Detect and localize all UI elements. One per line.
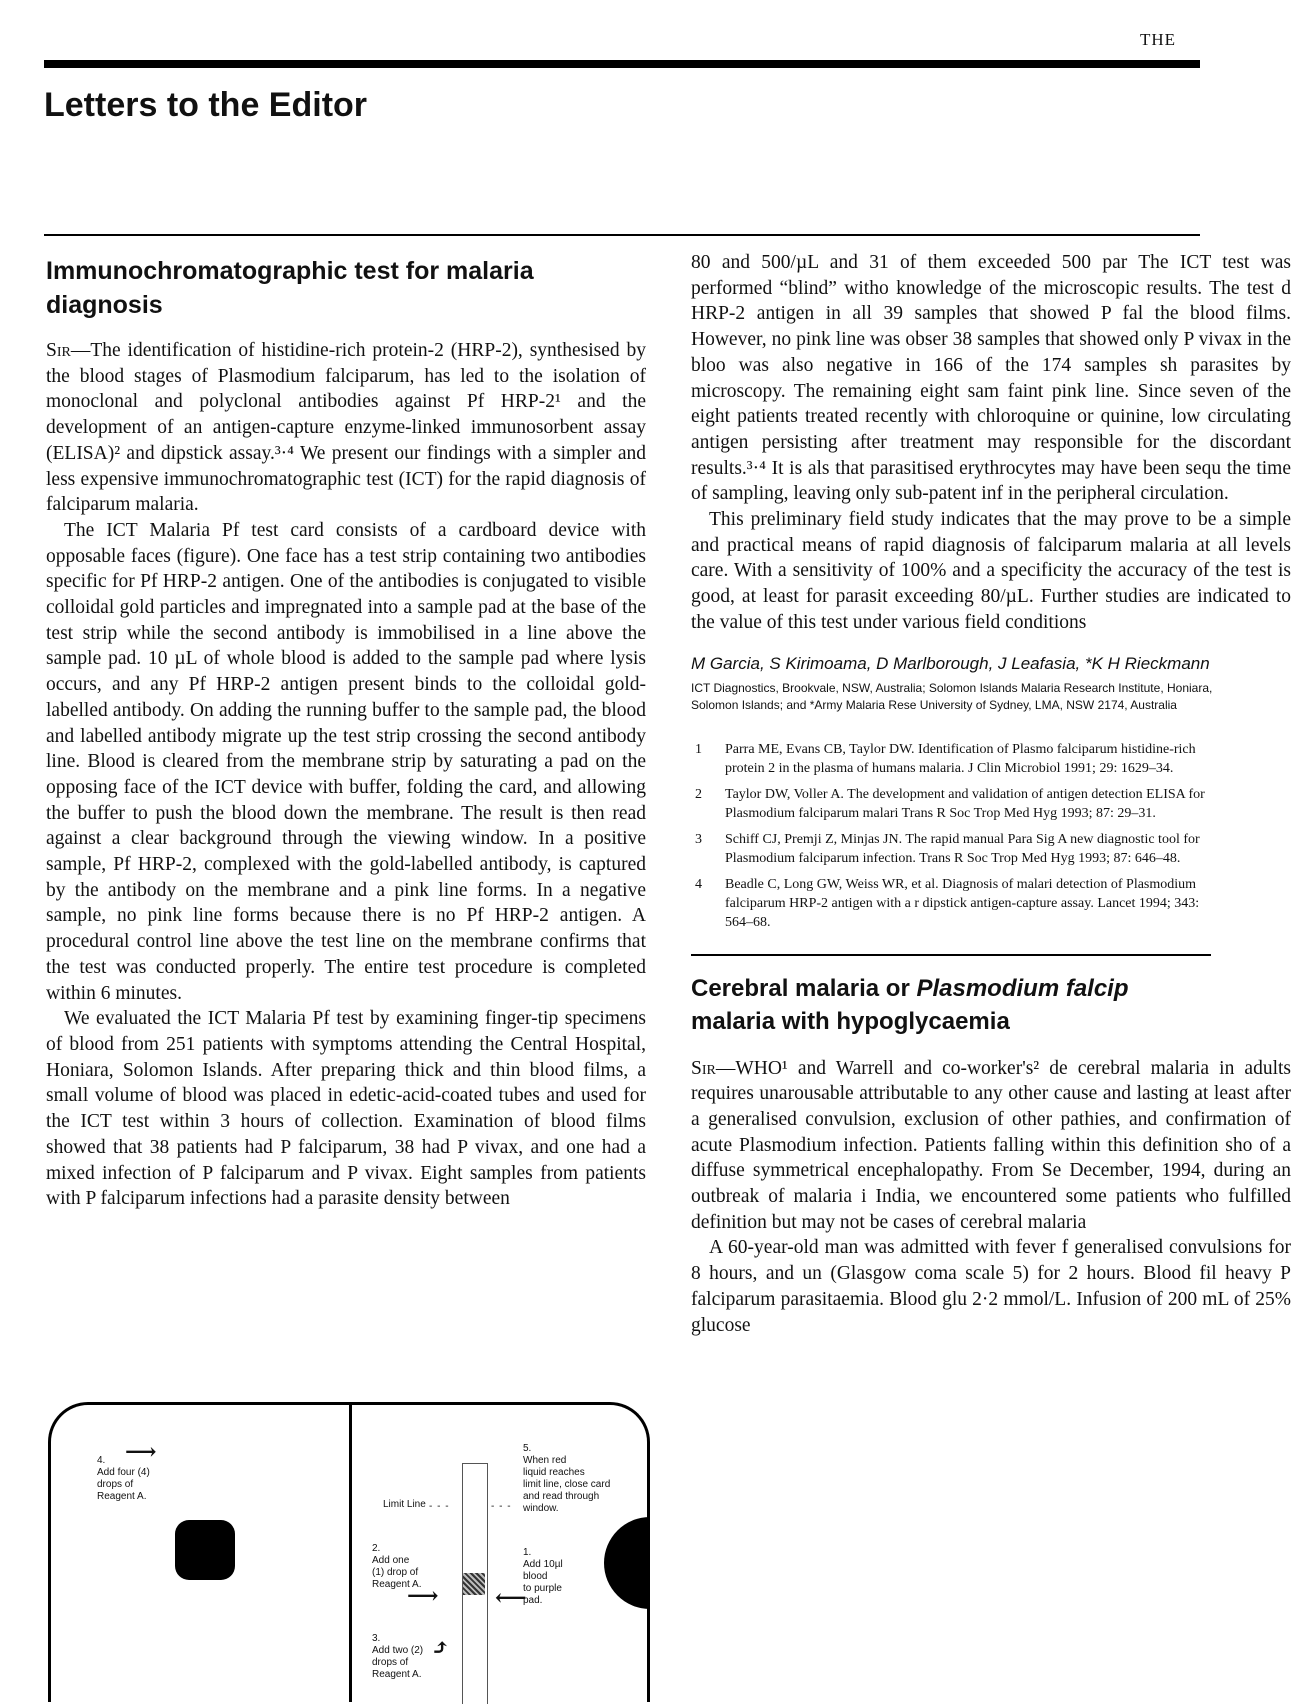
reference-list <box>691 740 1291 932</box>
arrow-right-icon: ⟶ <box>125 1439 157 1464</box>
limit-line-marker: - - - <box>491 1501 512 1512</box>
article-2-title-line-2: malaria with hypoglycaemia <box>691 1007 1010 1035</box>
step-4-label: 4. Add four (4) drops of Reagent A. <box>97 1455 150 1502</box>
article-2-title <box>691 972 1291 1038</box>
paragraph-1-text: —The identification of histidine-rich protein-2 (HRP-2), synthesised by the blood stages of Plasmodium falciparum, has led to the isolation of monoclonal and polyclonal antibodies against Pf HRP-2¹ and the development of an antigen-capture enzyme-linked immunosorbent assay (ELISA)² and dipstick assay.³·⁴ We present our findings with a simpler and less expensive immunochromatographic test (ICT) for the rapid diagnosis of falciparum malaria. <box>46 340 646 516</box>
article-2-paragraph-1 <box>691 1056 1291 1236</box>
viewing-window <box>175 1520 235 1580</box>
article-2-salutation: Sir <box>691 1057 716 1079</box>
running-head: THE <box>1140 30 1177 49</box>
card-notch <box>604 1517 650 1609</box>
reference-text: Parra ME, Evans CB, Taylor DW. Identification of Plasmo falciparum histidine-rich protein 2 in the plasma of humans malaria. J Clin Microbiol 1991; 29: 1629–34. <box>725 741 1196 776</box>
author-list: M Garcia, S Kirimoama, D Marlborough, J Leafasia, *K H Rieckmann <box>691 653 1210 673</box>
section-title: Letters to the Editor <box>44 86 368 124</box>
top-rule <box>44 60 1200 68</box>
test-card-figure <box>48 1402 650 1702</box>
left-column <box>46 250 646 1212</box>
article-2-paragraph-2: A 60-year-old man was admitted with fever f generalised convulsions for 8 hours, and un (Glasgow coma scale 5) for 2 hours. Blood fil heavy P falciparum parasitaemia. Blood glu 2·2 mmol/L. Infusion of 200 mL of 25% glucose <box>691 1237 1291 1336</box>
step-3-label: 3. Add two (2) drops of Reagent A. <box>372 1633 424 1680</box>
paragraph-2: The ICT Malaria Pf test card consists of a cardboard device with opposable faces (figure). One face has a test strip containing two antibodies specific for Pf HRP-2 antigen. One of the antibodies is conjugated to visible colloidal gold particles and impregnated into a sample pad at the base of the test strip while the second antibody is immobilised in a line above the sample pad. 10 µL of whole blood is added to the sample pad where lysis occurs, and any Pf HRP-2 antigen present binds to the colloidal gold-labelled antibody. On adding the running buffer to the sample pad, the blood and labelled antibody migrate up the test strip crossing the second antibody line. Blood is cleared from the membrane strip by saturating a pad on the opposing face of the ICT device with buffer, folding the card, and allowing the buffer to push the blood down the membrane. The result is then read against a clear background through the viewing window. In a positive sample, Pf HRP-2, complexed with the gold-labelled antibody, is captured by the antibody on the membrane and a pink line forms. In a negative sample, no pink line forms because there is no Pf HRP-2 antigen. A procedural control line above the test line on the membrane confirms that the test was conducted properly. The entire test procedure is completed within 6 minutes. <box>46 519 646 1004</box>
section-rule <box>44 234 1200 236</box>
arrow-right-icon: ⟶ <box>407 1583 439 1608</box>
right-column <box>691 250 1291 1338</box>
reference-number: 1 <box>695 741 702 757</box>
reference-text: Schiff CJ, Premji Z, Minjas JN. The rapid manual Para Sig A new diagnostic tool for Plasmodium falciparum infection. Trans R Soc Trop Med Hyg 1993; 87: 646–48. <box>725 831 1200 866</box>
paragraph-1 <box>46 338 646 518</box>
reference-item <box>691 785 1205 823</box>
article-divider <box>691 954 1211 956</box>
reference-item <box>691 740 1205 778</box>
arrow-up-icon: ⤴ <box>431 1635 450 1660</box>
reference-item <box>691 875 1205 932</box>
paragraph-5: This preliminary field study indicates that the may prove to be a simple and practical means of rapid diagnosis of falciparum malaria at all levels care. With a sensitivity of 100% and a specificity the accuracy of the test is good, at least for parasit exceeding 80/µL. Further studies are indicated to the value of this test under various field conditions <box>691 509 1291 633</box>
card-fold-line <box>349 1405 352 1702</box>
sample-pad <box>463 1573 485 1595</box>
limit-line-marker: - - - <box>429 1501 450 1512</box>
step-5-label: 5. When red liquid reaches limit line, close card and read through window. <box>523 1443 611 1514</box>
step-1-label: 1. Add 10µl blood to purple pad. <box>523 1547 563 1606</box>
paragraph-4: 80 and 500/µL and 31 of them exceeded 500 par The ICT test was performed “blind” witho knowledge of the microscopic results. The test d HRP-2 antigen in all 39 samples that showed P fal the blood films. However, no pink line was obser 38 samples that showed only P vivax in the bloo was also negative in 166 of the 174 samples sh parasites by microscopy. The remaining eight sam faint pink line. Since seven of the eight patients treated recently with chloroquine or quinine, low circulating antigen persisting after treatment may responsible for the discordant results.³·⁴ It is als that parasitised erythrocytes may have been sequ the time of sampling, leaving only sub-patent inf in the peripheral circulation. <box>691 252 1291 505</box>
article-2-paragraph-1-text: —WHO¹ and Warrell and co-worker's² de cerebral malaria in adults requires unarousable attributable to any other cause and lasting at least after a generalised convulsion, exclusion of other pathies, and confirmation of acute Plasmodium infection. Patients falling within this definition sho of a diffuse symmetrical encephalopathy. From Se December, 1994, during an outbreak of malaria i India, we encountered some patients who fulfilled definition but may not be cases of cerebral malaria <box>691 1057 1291 1233</box>
article-2-title-italic: Plasmodium falcip <box>916 974 1129 1002</box>
reference-number: 4 <box>695 876 702 892</box>
article-2-title-start: Cerebral malaria or <box>691 974 917 1002</box>
reference-text: Taylor DW, Voller A. The development and validation of antigen detection ELISA for Plasmodium falciparum malari Trans R Soc Trop Med Hyg 1993; 87: 29–31. <box>725 786 1205 821</box>
limit-line-label: Limit Line <box>383 1499 426 1510</box>
reference-number: 2 <box>695 786 702 802</box>
arrow-left-icon: ⟵ <box>495 1585 527 1610</box>
paragraph-3: We evaluated the ICT Malaria Pf test by examining finger-tip specimens of blood from 251 patients with symptoms attending the Central Hospital, Honiara, Solomon Islands. After preparing thick and thin blood films, a small volume of blood was placed in edetic-acid-coated tubes and used for the ICT test within 3 hours of collection. Examination of blood films showed that 38 patients had P falciparum, 38 had P vivax, and one had a mixed infection of P falciparum and P vivax. Eight samples from patients with P falciparum infections had a parasite density between <box>46 1008 646 1210</box>
salutation: Sir <box>46 340 71 361</box>
step-2-label: 2. Add one (1) drop of Reagent A. <box>372 1543 422 1590</box>
article-title: Immunochromatographic test for malaria diagnosis <box>46 257 534 319</box>
affiliations: ICT Diagnostics, Brookvale, NSW, Australia; Solomon Islands Malaria Research Institute, Honiara, Solomon Islands; and *Army Malaria Rese University of Sydney, LMA, NSW 2174, Australia <box>691 680 1213 712</box>
reference-text: Beadle C, Long GW, Weiss WR, et al. Diagnosis of malari detection of Plasmodium falciparum HRP-2 antigen with a r dipstick antigen-capture assay. Lancet 1994; 343: 564–68. <box>725 876 1200 930</box>
reference-number: 3 <box>695 831 702 847</box>
reference-item <box>691 830 1205 868</box>
